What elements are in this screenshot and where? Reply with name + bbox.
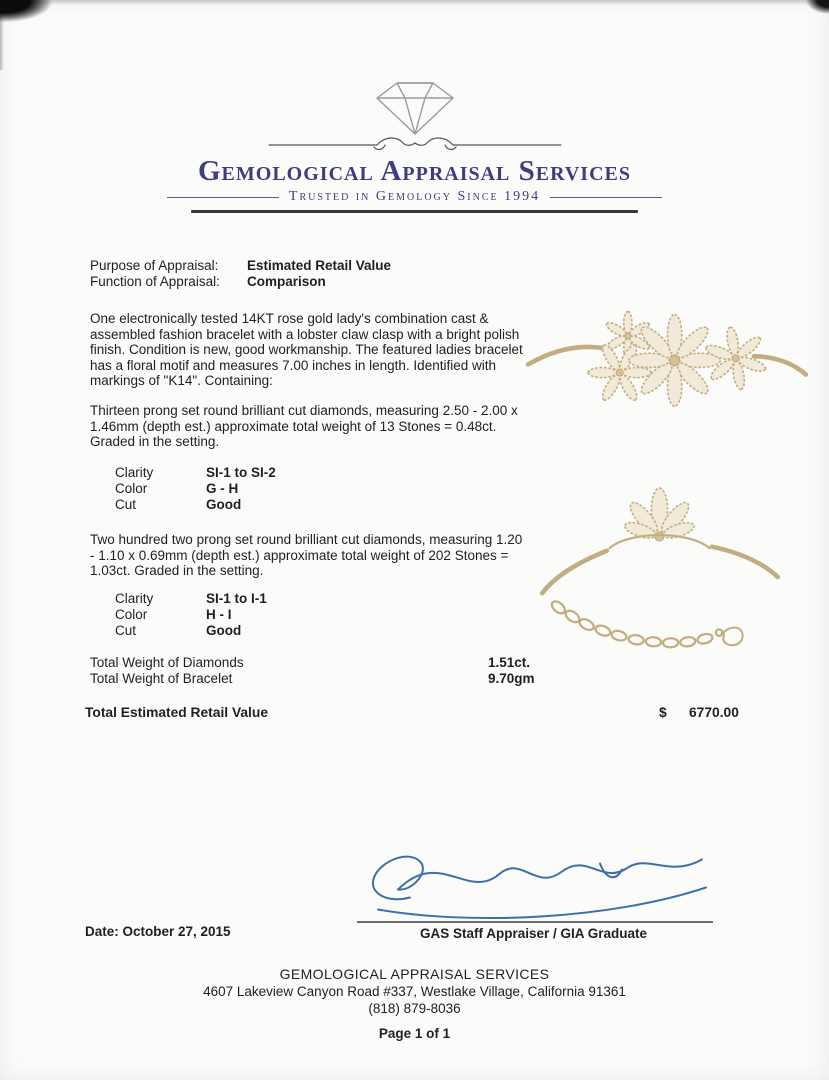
- clarity-value: SI-1 to SI-2: [206, 465, 276, 480]
- function-value: Comparison: [247, 273, 326, 289]
- clarity-value: SI-1 to I-1: [206, 591, 267, 606]
- clarity-label: Clarity: [115, 591, 154, 606]
- purpose-label: Purpose of Appraisal:: [90, 258, 219, 273]
- floral-centerpiece: [623, 488, 696, 541]
- total-weight-bracelet-label: Total Weight of Bracelet: [90, 671, 233, 686]
- total-weight-diamonds-value: 1.51ct.: [488, 655, 531, 670]
- brand-tagline: Trusted in Gemology Since 1994: [288, 189, 541, 205]
- brand-name: Gemological Appraisal Services: [198, 155, 631, 187]
- total-retail-value-amount: 6770.00: [689, 705, 739, 720]
- function-label: Function of Appraisal:: [90, 273, 220, 289]
- color-value: G - H: [206, 481, 239, 497]
- footer-company-name: GEMOLOGICAL APPRAISAL SERVICES: [279, 966, 550, 982]
- footer-page-number: Page 1 of 1: [378, 1026, 451, 1041]
- bracelet-photo-top: [522, 298, 812, 438]
- appraisal-date: Date: October 27, 2015: [85, 924, 231, 939]
- letterhead: [0, 72, 829, 213]
- total-weight-bracelet-value: 9.70gm: [488, 671, 535, 686]
- signature-ink: [350, 838, 715, 926]
- scroll-ornament-icon: [265, 134, 565, 154]
- signature-line: [357, 921, 713, 923]
- tagline-rule-right: [550, 197, 662, 198]
- purpose-value: Estimated Retail Value: [247, 258, 392, 273]
- currency-symbol: $: [659, 705, 667, 720]
- stone-group-2-description: Two hundred two prong set round brilliant cut diamonds, measuring 1.20 - 1.10 x 0.69mm (depth est.) approximate total weight of 202 Stones = 1.03ct. Graded in the setting.: [90, 532, 523, 579]
- flower-center: [629, 315, 721, 407]
- item-description: One electronically tested 14KT rose gold lady's combination cast & assembled fashion bracelet with a lobster claw clasp with a bright polish finish. Condition is new, good workmanship. The featured ladies bracelet has a floral motif and measures 7.00 inches in length. Identified with markings of "K14". Containing:: [90, 311, 523, 389]
- clarity-label: Clarity: [115, 465, 154, 480]
- stone-group-1-description: Thirteen prong set round brilliant cut diamonds, measuring 2.50 - 2.00 x 1.46mm (depth est.) approximate total weight of 13 Stones = 0.48ct. Graded in the setting.: [90, 403, 518, 450]
- lobster-clasp: [716, 628, 743, 646]
- total-weight-diamonds-label: Total Weight of Diamonds: [90, 655, 244, 670]
- tagline-row: [167, 189, 662, 205]
- cut-value: Good: [206, 623, 242, 639]
- letterhead-divider: [191, 210, 638, 213]
- cut-label: Cut: [115, 497, 137, 513]
- diamond-logo-icon: [367, 72, 463, 138]
- scan-artifact-top-edge: [0, 0, 829, 5]
- appraiser-title: GAS Staff Appraiser / GIA Graduate: [420, 926, 648, 941]
- footer-phone: (818) 879-8036: [368, 1001, 461, 1016]
- stone-group-1-grades: [115, 465, 276, 514]
- total-retail-value-row: [0, 705, 829, 723]
- cut-value: Good: [206, 497, 242, 513]
- scan-artifact-corner-top-left: [0, 0, 70, 32]
- footer-address: 4607 Lakeview Canyon Road #337, Westlake Village, California 91361: [203, 984, 626, 999]
- tagline-rule-left: [167, 197, 279, 198]
- bracelet-photo-bottom: [528, 476, 796, 672]
- total-weight-bracelet-row: [90, 671, 610, 687]
- flower-left: [588, 343, 651, 403]
- appraisal-purpose-block: [90, 258, 391, 289]
- cut-label: Cut: [115, 623, 137, 639]
- color-label: Color: [115, 481, 148, 497]
- color-label: Color: [115, 607, 148, 623]
- color-value: H - I: [206, 607, 232, 623]
- stone-group-2-grades: [115, 591, 267, 640]
- scan-artifact-corner-top-right: [793, 0, 829, 22]
- total-retail-value-label: Total Estimated Retail Value: [85, 705, 268, 720]
- chain-links: [550, 599, 714, 648]
